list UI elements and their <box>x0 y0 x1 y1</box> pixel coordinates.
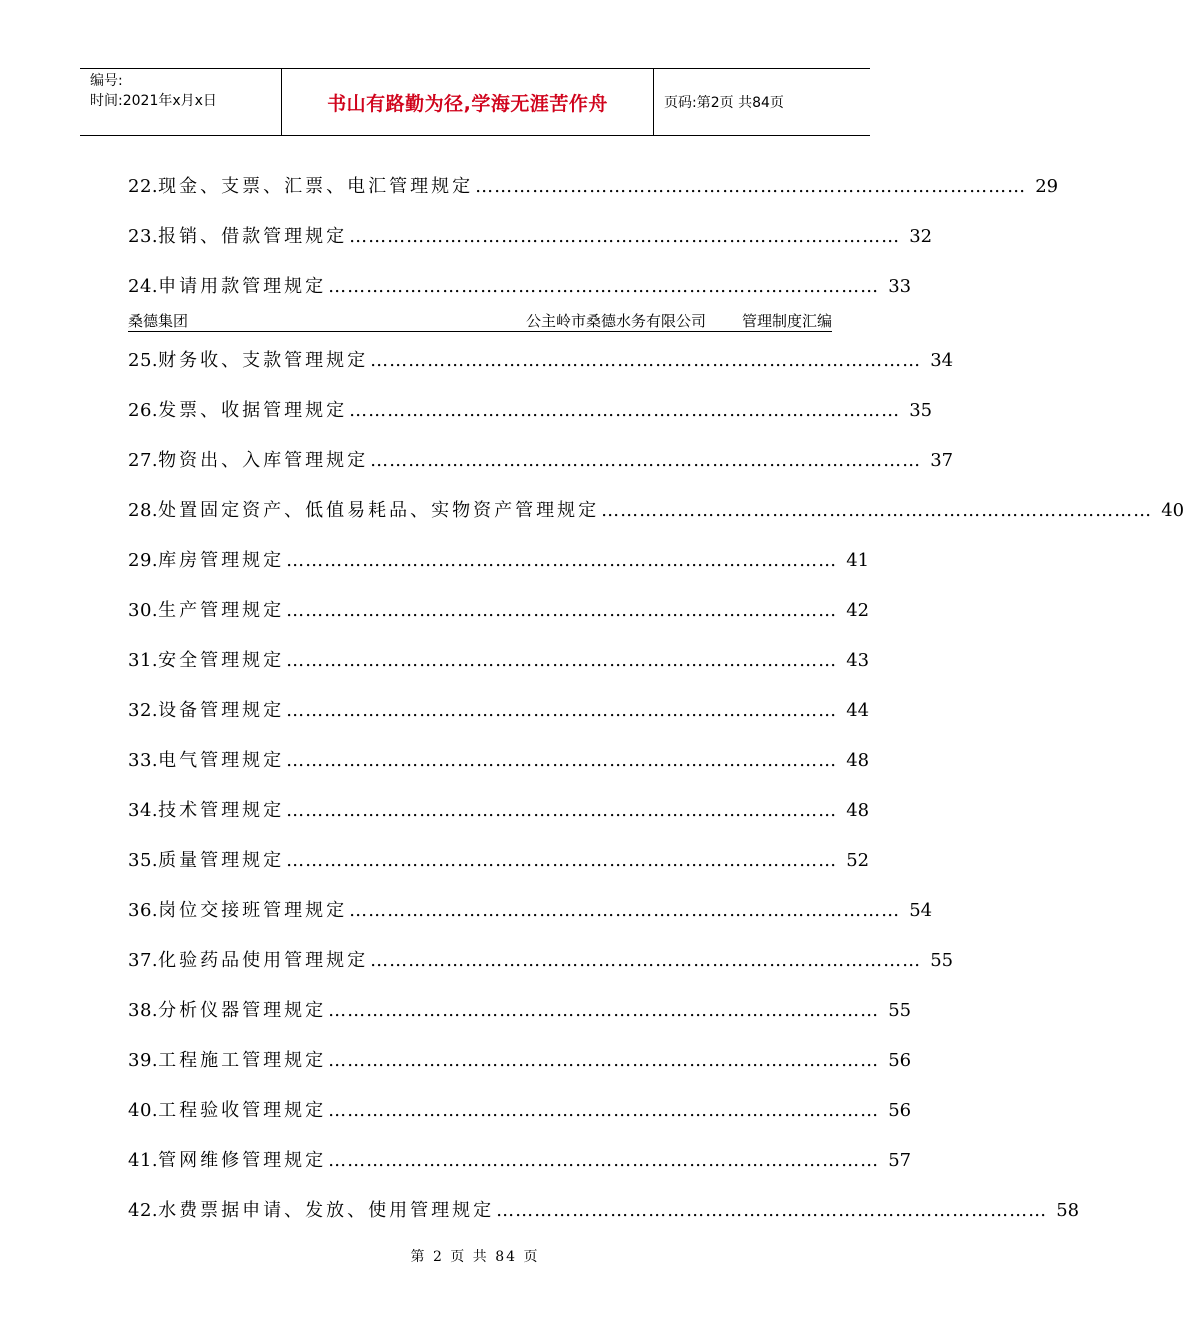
header-motto: 书山有路勤为径,学海无涯苦作舟 <box>282 69 654 135</box>
toc-entry[interactable] <box>128 496 1184 521</box>
toc-entry-number: 25. <box>128 350 159 371</box>
toc-entry-number: 38. <box>128 1000 159 1021</box>
toc-leader-dots: …………………………………………………………………………… <box>286 550 838 571</box>
toc-entry-page: 52 <box>846 850 870 871</box>
header-meta <box>80 69 282 135</box>
toc-entry[interactable] <box>128 796 870 821</box>
toc-leader-dots: …………………………………………………………………………… <box>475 176 1027 197</box>
toc-entry-title: 报销、借款管理规定 <box>158 226 348 247</box>
toc-leader-dots: …………………………………………………………………………… <box>286 650 838 671</box>
toc-entry[interactable] <box>128 222 933 247</box>
toc-entry-page: 54 <box>909 900 933 921</box>
toc-entry[interactable] <box>128 646 870 671</box>
toc-entry-number: 35. <box>128 850 159 871</box>
toc-entry-page: 32 <box>909 226 933 247</box>
toc-entry-page: 48 <box>846 750 870 771</box>
toc-entry-title: 设备管理规定 <box>158 700 285 721</box>
toc-entry-number: 31. <box>128 650 159 671</box>
toc-entry-page: 58 <box>1056 1200 1080 1221</box>
toc-entry-page: 55 <box>930 950 954 971</box>
toc-entry-number: 29. <box>128 550 159 571</box>
toc-entry-page: 40 <box>1161 500 1184 521</box>
running-header <box>128 311 832 332</box>
page-footer: 第 2 页 共 84 页 <box>410 1249 540 1265</box>
toc-entry[interactable] <box>128 272 912 297</box>
toc-entry-page: 56 <box>888 1100 912 1121</box>
toc-entry[interactable] <box>128 596 870 621</box>
toc-entry[interactable] <box>128 1096 912 1121</box>
toc-entry-number: 27. <box>128 450 159 471</box>
toc-leader-dots: …………………………………………………………………………… <box>370 450 922 471</box>
toc-entry-page: 35 <box>909 400 933 421</box>
toc-entry-title: 分析仪器管理规定 <box>158 1000 327 1021</box>
toc-leader-dots: …………………………………………………………………………… <box>286 750 838 771</box>
toc-leader-dots: …………………………………………………………………………… <box>328 1100 880 1121</box>
toc-entry-page: 57 <box>888 1150 912 1171</box>
company-name: 公主岭市桑德水务有限公司 <box>525 312 706 330</box>
toc-entry-title: 质量管理规定 <box>158 850 285 871</box>
toc-entry-title: 电气管理规定 <box>158 750 285 771</box>
toc-entry-title: 化验药品使用管理规定 <box>158 950 369 971</box>
toc-entry-title: 现金、支票、汇票、电汇管理规定 <box>158 176 474 197</box>
toc-entry[interactable] <box>128 396 933 421</box>
toc-entry[interactable] <box>128 446 954 471</box>
toc-entry-number: 30. <box>128 600 159 621</box>
toc-leader-dots: …………………………………………………………………………… <box>349 900 901 921</box>
document-date: 时间:2021年x月x日 <box>90 93 217 109</box>
toc-leader-dots: …………………………………………………………………………… <box>328 276 880 297</box>
toc-entry-title: 发票、收据管理规定 <box>158 400 348 421</box>
toc-entry-number: 28. <box>128 500 159 521</box>
toc-entry-number: 37. <box>128 950 159 971</box>
toc-entry[interactable] <box>128 1196 1080 1221</box>
toc-entry[interactable] <box>128 946 954 971</box>
toc-leader-dots: …………………………………………………………………………… <box>328 1000 880 1021</box>
toc-entry-number: 42. <box>128 1200 159 1221</box>
document-number-label: 编号: <box>90 73 123 89</box>
toc-entry-number: 40. <box>128 1100 159 1121</box>
toc-entry[interactable] <box>128 996 912 1021</box>
header-page-info: 页码:第2页 共84页 <box>664 95 784 111</box>
toc-entry-number: 22. <box>128 176 159 197</box>
toc-entry[interactable] <box>128 172 1059 197</box>
toc-entry-title: 申请用款管理规定 <box>158 276 327 297</box>
toc-entry-title: 技术管理规定 <box>158 800 285 821</box>
toc-entry[interactable] <box>128 1146 912 1171</box>
toc-entry-title: 财务收、支款管理规定 <box>158 350 369 371</box>
toc-entry-title: 管网维修管理规定 <box>158 1150 327 1171</box>
toc-entry-number: 32. <box>128 700 159 721</box>
toc-entry-page: 29 <box>1035 176 1059 197</box>
toc-entry-title: 库房管理规定 <box>158 550 285 571</box>
toc-entry-page: 41 <box>846 550 870 571</box>
toc-entry-page: 42 <box>846 600 870 621</box>
document-title: 管理制度汇编 <box>741 312 832 330</box>
toc-leader-dots: …………………………………………………………………………… <box>349 400 901 421</box>
toc-leader-dots: …………………………………………………………………………… <box>349 226 901 247</box>
toc-leader-dots: …………………………………………………………………………… <box>370 950 922 971</box>
toc-entry-page: 56 <box>888 1050 912 1071</box>
toc-entry-number: 36. <box>128 900 159 921</box>
toc-entry[interactable] <box>128 546 870 571</box>
toc-entry-title: 水费票据申请、发放、使用管理规定 <box>158 1200 495 1221</box>
toc-entry-number: 34. <box>128 800 159 821</box>
group-name: 桑德集团 <box>128 312 189 330</box>
toc-entry-title: 岗位交接班管理规定 <box>158 900 348 921</box>
toc-entry-page: 44 <box>846 700 870 721</box>
toc-leader-dots: …………………………………………………………………………… <box>328 1150 880 1171</box>
toc-entry-page: 33 <box>888 276 912 297</box>
toc-entry-title: 生产管理规定 <box>158 600 285 621</box>
toc-entry-page: 34 <box>930 350 954 371</box>
toc-entry-number: 33. <box>128 750 159 771</box>
toc-leader-dots: …………………………………………………………………………… <box>328 1050 880 1071</box>
toc-entry-page: 55 <box>888 1000 912 1021</box>
toc-entry-number: 23. <box>128 226 159 247</box>
toc-entry-number: 26. <box>128 400 159 421</box>
toc-entry-title: 安全管理规定 <box>158 650 285 671</box>
toc-entry-number: 24. <box>128 276 159 297</box>
toc-leader-dots: …………………………………………………………………………… <box>370 350 922 371</box>
toc-entry[interactable] <box>128 846 870 871</box>
toc-entry[interactable] <box>128 696 870 721</box>
toc-entry-page: 43 <box>846 650 870 671</box>
page-header <box>80 68 870 136</box>
toc-leader-dots: …………………………………………………………………………… <box>286 600 838 621</box>
toc-leader-dots: …………………………………………………………………………… <box>286 700 838 721</box>
toc-entry[interactable] <box>128 346 954 371</box>
toc-leader-dots: …………………………………………………………………………… <box>496 1200 1048 1221</box>
toc-entry[interactable] <box>128 896 933 921</box>
toc-entry-number: 41. <box>128 1150 159 1171</box>
toc-entry-page: 48 <box>846 800 870 821</box>
toc-entry[interactable] <box>128 746 870 771</box>
toc-leader-dots: …………………………………………………………………………… <box>601 500 1153 521</box>
toc-entry-title: 工程施工管理规定 <box>158 1050 327 1071</box>
toc-entry-page: 37 <box>930 450 954 471</box>
toc-entry-title: 物资出、入库管理规定 <box>158 450 369 471</box>
toc-leader-dots: …………………………………………………………………………… <box>286 800 838 821</box>
toc-entry-title: 工程验收管理规定 <box>158 1100 327 1121</box>
toc-entry-title: 处置固定资产、低值易耗品、实物资产管理规定 <box>158 500 600 521</box>
toc-leader-dots: …………………………………………………………………………… <box>286 850 838 871</box>
toc-entry[interactable] <box>128 1046 912 1071</box>
toc-entry-number: 39. <box>128 1050 159 1071</box>
